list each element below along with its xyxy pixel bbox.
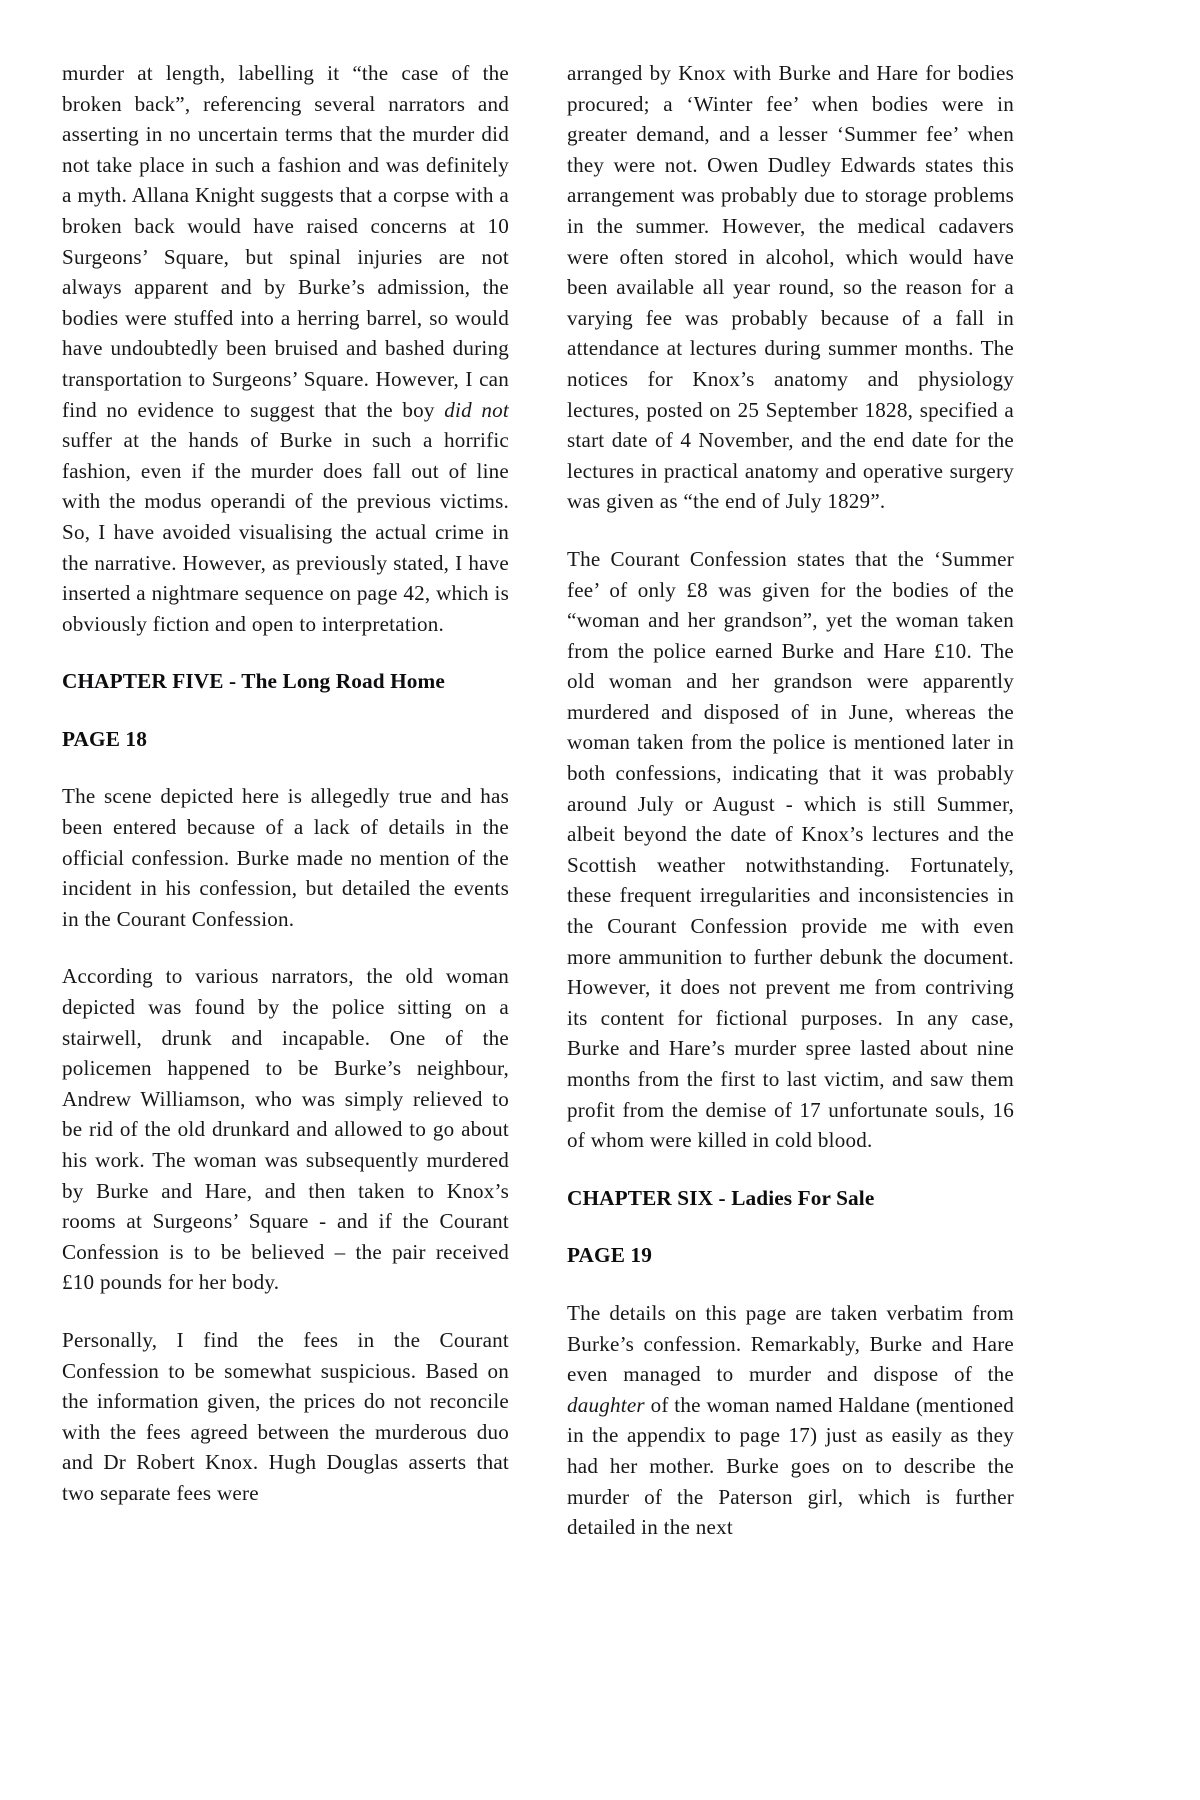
page-18-subheading: PAGE 18 xyxy=(62,726,147,751)
chapter-five-heading: CHAPTER FIVE - The Long Road Home xyxy=(62,669,445,694)
page-19-subheading: PAGE 19 xyxy=(567,1243,652,1268)
emphasis-did-not: did not xyxy=(444,397,510,422)
paragraph-old-woman-police: According to various narrators, the old woman depicted was found by the police sitting on a stairwell, drunk and incapable. One of the policemen happened to be Burke’s neighbour, Andrew Williamson, who was simply relieved to be rid of the old drunkard and allowed to go about his work. The woman was subsequently murdered by Burke and Hare, and then taken to Knox’s rooms at Surgeons’ Square - and if the Courant Confession is to be believed – the pair received £10 pounds for her body. xyxy=(62,964,509,1295)
two-column-layout xyxy=(62,58,1138,1758)
left-column xyxy=(62,58,509,1758)
emphasis-daughter: daughter xyxy=(567,1392,645,1417)
paragraph-page-19-part2: of the woman named Haldane (mentioned in the appendix to page 17) just as easily as they had her mother. Burke goes on to describe the murder of the Paterson girl, which is further detailed in the next xyxy=(567,1392,1014,1540)
right-column xyxy=(567,58,1014,1758)
paragraph-scene-depicted: The scene depicted here is allegedly true and has been entered because of a lack of details in the official confession. Burke made no mention of the incident in his confession, but detailed the events in the Courant Confession. xyxy=(62,784,509,931)
chapter-six-heading: CHAPTER SIX - Ladies For Sale xyxy=(567,1185,875,1210)
paragraph-broken-back-part1: murder at length, labelling it “the case of the broken back”, referencing several narrators and asserting in no uncertain terms that the murder did not take place in such a fashion and was definitely a myth. Allana Knight suggests that a corpse with a broken back would have raised concerns at 10 Surgeons’ Square, but spinal injuries are not always apparent and by Burke’s admission, the bodies were stuffed into a herring barrel, so would have undoubtedly been bruised and bashed during transportation to Surgeons’ Square. However, I can find no evidence to suggest that the boy xyxy=(62,61,509,422)
paragraph-broken-back-part2: suffer at the hands of Burke in such a horrific fashion, even if the murder does fall out of line with the modus operandi of the previous victims. So, I have avoided visualising the actual crime in the narrative. However, as previously stated, I have inserted a nightmare sequence on page 42, which is obviously fiction and open to interpretation. xyxy=(62,428,509,636)
paragraph-broken-back xyxy=(62,58,509,639)
paragraph-courant-summer-fee: The Courant Confession states that the ‘Summer fee’ of only £8 was given for the bodies of the “woman and her grandson”, yet the woman taken from the police earned Burke and Hare £10. The old woman and her grandson were apparently murdered and disposed of in June, whereas the woman taken from the police is mentioned later in both confessions, indicating that it was probably around July or August - which is still Summer, albeit beyond the date of Knox’s lectures and the Scottish weather notwithstanding. Fortunately, these frequent irregularities and inconsistencies in the Courant Confession provide me with even more ammunition to further debunk the document. However, it does not prevent me from contriving its content for fictional purposes. In any case, Burke and Hare’s murder spree lasted about nine months from the first to last victim, and saw them profit from the demise of 17 unfortunate souls, 16 of whom were killed in cold blood. xyxy=(567,546,1014,1153)
paragraph-fees-suspicious: Personally, I find the fees in the Courant Confession to be somewhat suspicious. Based on the information given, the prices do not reconcile with the fees agreed between the murderous duo and Dr Robert Knox. Hugh Douglas asserts that two separate fees were xyxy=(62,1327,509,1505)
paragraph-page-19-part1: The details on this page are taken verbatim from Burke’s confession. Remarkably, Burke and Hare even managed to murder and dispose of the xyxy=(567,1300,1014,1387)
paragraph-page-19-details xyxy=(567,1298,1014,1543)
paragraph-winter-summer-fee: arranged by Knox with Burke and Hare for bodies procured; a ‘Winter fee’ when bodies were in greater demand, and a lesser ‘Summer fee’ when they were not. Owen Dudley Edwards states this arrangement was probably due to storage problems in the summer. However, the medical cadavers were often stored in alcohol, which would have been available all year round, so the reason for a varying fee was probably because of a fall in attendance at lectures during summer months. The notices for Knox’s anatomy and physiology lectures, posted on 25 September 1828, specified a start date of 4 November, and the end date for the lectures in practical anatomy and operative surgery was given as “the end of July 1829”. xyxy=(567,61,1014,514)
